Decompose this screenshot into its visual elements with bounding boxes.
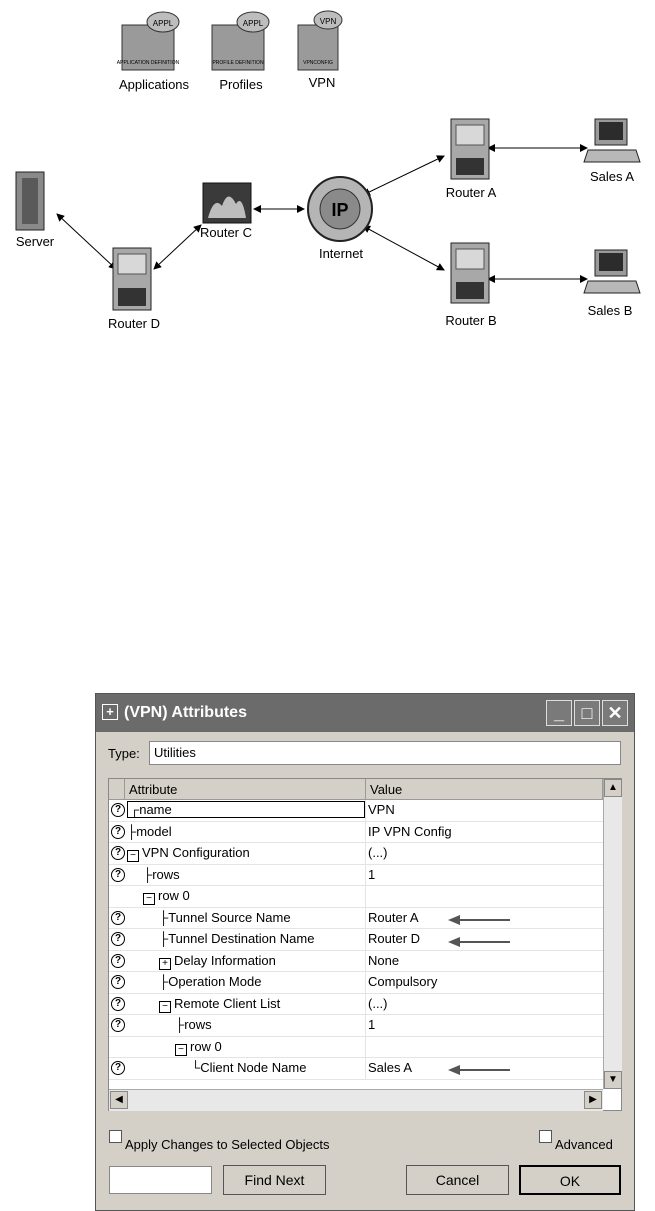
internet-cloud-icon[interactable] xyxy=(308,177,372,241)
help-icon[interactable]: ? xyxy=(111,846,125,860)
applications-icon-inner: APPLICATION DEFINITION xyxy=(116,60,180,66)
tree-line-icon: ├ xyxy=(143,866,153,882)
attribute-cell xyxy=(175,1039,222,1056)
collapse-icon[interactable]: − xyxy=(127,850,139,862)
attribute-cell xyxy=(191,1060,306,1075)
link-routerd-routerc xyxy=(154,225,201,269)
attribute-name: Operation Mode xyxy=(168,974,262,989)
value-cell[interactable]: (...) xyxy=(368,845,388,860)
vpn-attributes-dialog xyxy=(95,693,635,1211)
value-column-header[interactable]: Value xyxy=(366,779,603,800)
attribute-name: VPN Configuration xyxy=(142,845,250,860)
table-row[interactable] xyxy=(109,1015,603,1037)
collapse-icon[interactable]: − xyxy=(159,1001,171,1013)
help-icon[interactable]: ? xyxy=(111,868,125,882)
internet-label: Internet xyxy=(318,246,364,261)
attribute-cell xyxy=(143,888,190,905)
value-cell[interactable]: Compulsory xyxy=(368,974,438,989)
sales-b-label: Sales B xyxy=(587,303,633,318)
collapse-icon[interactable]: − xyxy=(175,1044,187,1056)
help-icon[interactable]: ? xyxy=(111,1061,125,1075)
help-icon[interactable]: ? xyxy=(111,997,125,1011)
attribute-cell xyxy=(159,910,291,925)
scroll-right-button[interactable]: ▶ xyxy=(584,1091,602,1109)
attribute-cell xyxy=(127,824,172,839)
value-cell[interactable]: 1 xyxy=(368,866,376,882)
collapse-icon[interactable]: − xyxy=(143,893,155,905)
close-button[interactable]: ✕ xyxy=(602,700,628,726)
arrow-tunnel-source xyxy=(448,914,512,926)
help-icon[interactable]: ? xyxy=(111,1018,125,1032)
link-internet-routerb xyxy=(363,226,444,270)
scroll-down-button[interactable]: ▼ xyxy=(604,1071,622,1089)
apply-changes-checkbox[interactable] xyxy=(109,1130,122,1143)
scroll-left-button[interactable]: ◀ xyxy=(110,1091,128,1109)
router-a-icon[interactable] xyxy=(451,119,489,179)
profiles-icon-inner: PROFILE DEFINITION xyxy=(212,60,264,66)
help-icon[interactable]: ? xyxy=(111,803,125,817)
help-icon[interactable]: ? xyxy=(111,911,125,925)
table-row[interactable] xyxy=(109,972,603,994)
find-next-button[interactable]: Find Next xyxy=(223,1165,326,1195)
help-icon[interactable]: ? xyxy=(111,954,125,968)
value-cell[interactable]: VPN xyxy=(368,802,395,817)
table-row[interactable] xyxy=(109,908,603,930)
attribute-cell xyxy=(127,845,250,862)
window-icon: + xyxy=(102,704,118,720)
tree-line-icon: └ xyxy=(191,1060,201,1075)
table-row[interactable] xyxy=(109,886,603,908)
minimize-button[interactable]: _ xyxy=(546,700,572,726)
attribute-name: name xyxy=(139,802,172,817)
attribute-name: Tunnel Destination Name xyxy=(168,931,315,946)
profiles-label: Profiles xyxy=(219,77,263,92)
help-icon[interactable]: ? xyxy=(111,975,125,989)
attribute-cell xyxy=(159,974,261,989)
tree-line-icon: ├ xyxy=(159,909,169,925)
applications-icon[interactable] xyxy=(117,12,180,70)
ok-button[interactable]: OK xyxy=(519,1165,621,1195)
horizontal-scrollbar[interactable] xyxy=(109,1089,603,1111)
maximize-button[interactable]: □ xyxy=(574,700,600,726)
table-row[interactable] xyxy=(109,951,603,973)
attribute-name: model xyxy=(136,823,172,839)
attributes-grid xyxy=(108,778,622,1111)
sales-b-workstation-icon[interactable] xyxy=(584,250,640,293)
value-cell[interactable]: Sales A xyxy=(368,1060,413,1075)
help-icon[interactable]: ? xyxy=(111,932,125,946)
expand-icon[interactable]: + xyxy=(159,958,171,970)
arrow-client-node xyxy=(448,1064,512,1076)
attribute-cell xyxy=(159,931,314,946)
help-column-header xyxy=(109,779,125,800)
attribute-cell xyxy=(159,953,276,970)
attribute-name: Delay Information xyxy=(174,952,276,968)
value-cell[interactable]: Router A xyxy=(368,909,419,925)
help-icon[interactable]: ? xyxy=(111,825,125,839)
apply-changes-label: Apply Changes to Selected Objects xyxy=(125,1137,330,1152)
cancel-button[interactable]: Cancel xyxy=(406,1165,509,1195)
internet-icon-text: IP xyxy=(331,200,349,220)
link-internet-routera xyxy=(363,156,444,195)
tree-line-icon: ├ xyxy=(127,823,137,839)
table-row[interactable] xyxy=(109,929,603,951)
vpn-config-icon[interactable] xyxy=(298,11,342,70)
sales-a-label: Sales A xyxy=(589,169,635,184)
value-cell[interactable]: Router D xyxy=(368,931,421,946)
find-input[interactable] xyxy=(109,1166,212,1194)
vpn-config-icon-text: VPN xyxy=(319,17,337,26)
value-cell[interactable]: (...) xyxy=(368,995,388,1011)
dialog-title: (VPN) Attributes xyxy=(124,704,247,721)
table-row[interactable] xyxy=(109,822,603,844)
server-label: Server xyxy=(15,234,55,249)
router-a-label: Router A xyxy=(445,185,497,200)
attribute-name: row 0 xyxy=(190,1038,222,1054)
profiles-icon-text: APPL xyxy=(242,19,264,28)
router-d-label: Router D xyxy=(107,316,161,331)
table-row[interactable] xyxy=(109,800,603,822)
attribute-cell xyxy=(175,1017,212,1032)
tree-line-icon: ┌ xyxy=(130,802,140,817)
router-b-label: Router B xyxy=(445,313,497,328)
link-server-routerd xyxy=(57,214,116,269)
attribute-name: Client Node Name xyxy=(200,1060,307,1075)
attribute-name: Remote Client List xyxy=(174,995,281,1011)
attribute-name: Tunnel Source Name xyxy=(168,909,291,925)
server-icon[interactable] xyxy=(16,172,44,230)
tree-line-icon: ├ xyxy=(175,1017,185,1032)
type-field[interactable]: Utilities xyxy=(149,741,621,765)
table-row[interactable] xyxy=(109,1037,603,1059)
attribute-column-header[interactable]: Attribute xyxy=(125,779,366,800)
advanced-label: Advanced xyxy=(555,1137,613,1152)
tree-line-icon: ├ xyxy=(159,931,169,946)
router-c-label: Router C xyxy=(199,225,253,240)
type-label: Type: xyxy=(108,746,140,761)
table-row[interactable] xyxy=(109,843,603,865)
advanced-checkbox[interactable] xyxy=(539,1130,552,1143)
scroll-up-button[interactable]: ▲ xyxy=(604,779,622,797)
attribute-cell xyxy=(159,996,280,1013)
value-cell[interactable]: 1 xyxy=(368,1017,376,1032)
attribute-cell xyxy=(127,801,365,818)
table-row[interactable] xyxy=(109,994,603,1016)
tree-line-icon: ├ xyxy=(159,974,169,989)
attribute-cell xyxy=(143,867,180,882)
table-row[interactable] xyxy=(109,865,603,887)
router-b-icon[interactable] xyxy=(451,243,489,303)
attribute-name: row 0 xyxy=(158,888,190,903)
applications-label: Applications xyxy=(118,77,190,92)
firewall-icon[interactable] xyxy=(203,183,251,223)
router-d-icon[interactable] xyxy=(113,248,151,310)
dialog-titlebar[interactable] xyxy=(96,694,634,732)
arrow-tunnel-destination xyxy=(448,936,512,948)
vpn-label: VPN xyxy=(308,75,336,90)
attribute-name: rows xyxy=(152,866,180,882)
profiles-icon[interactable] xyxy=(212,12,269,70)
value-cell[interactable]: None xyxy=(368,952,400,968)
vertical-scrollbar[interactable] xyxy=(603,779,622,1089)
attribute-name: rows xyxy=(184,1017,212,1032)
sales-a-workstation-icon[interactable] xyxy=(584,119,640,162)
table-row[interactable] xyxy=(109,1058,603,1080)
network-diagram xyxy=(0,0,655,345)
value-cell[interactable]: IP VPN Config xyxy=(368,823,452,839)
diagram-canvas xyxy=(0,0,655,345)
applications-icon-text: APPL xyxy=(152,19,174,28)
vpn-config-icon-inner: VPNCONFIG xyxy=(303,60,333,66)
